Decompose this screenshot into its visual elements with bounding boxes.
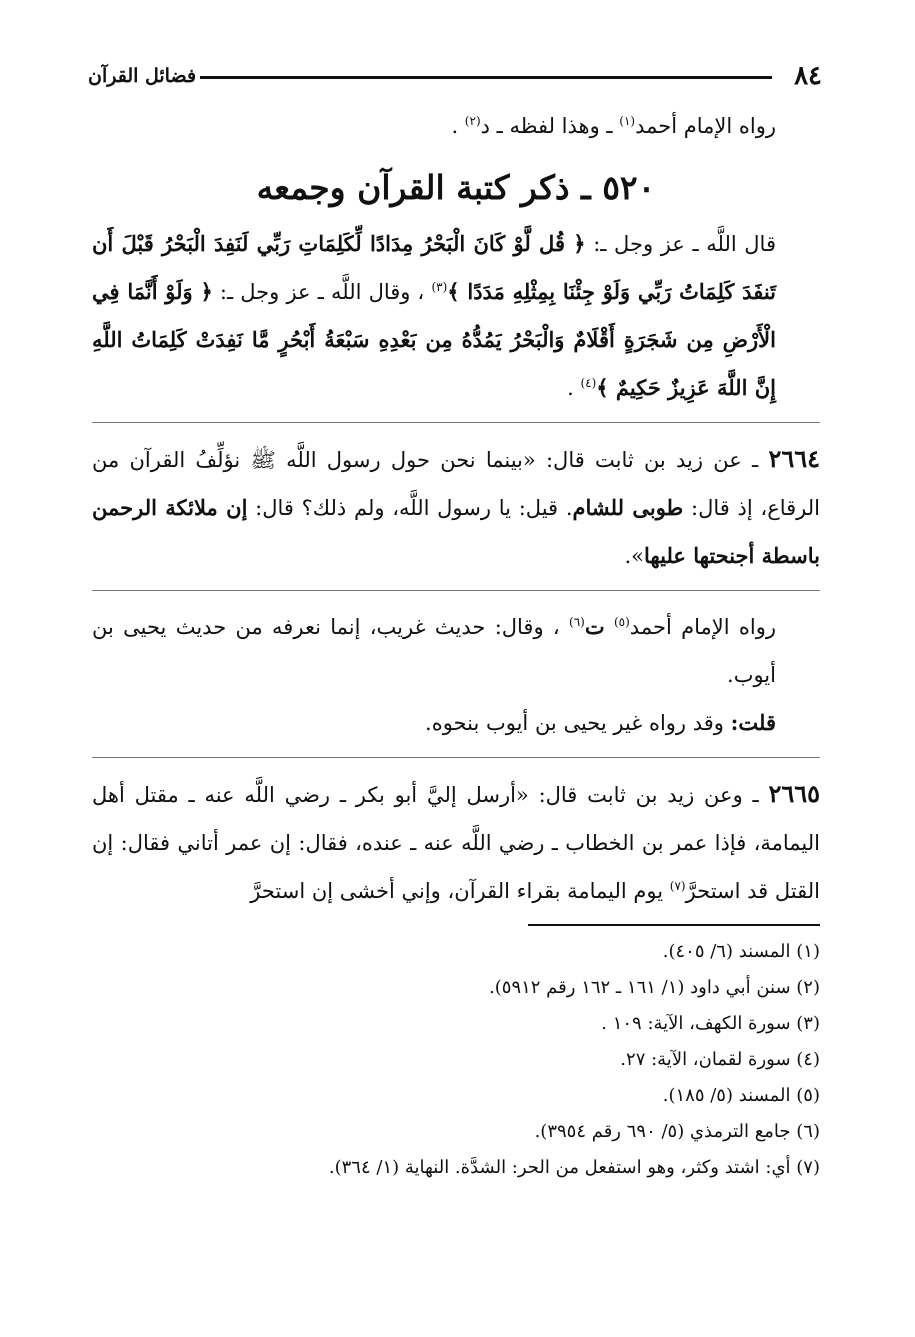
footnotes — [90, 934, 820, 1186]
hadith-2664-text-1: ـ عن زيد بن ثابت قال: «بينما نحن حول رسول اللَّه ﷺ نؤلِّفُ القرآن من الرقاع، إذ قال: — [92, 448, 820, 520]
section-separator — [92, 422, 820, 423]
section-separator — [92, 590, 820, 591]
book-title: فضائل القرآن — [88, 65, 197, 87]
hadith-2665 — [92, 770, 820, 915]
quran-verse-2: ﴿ وَلَوْ أَنَّمَا فِي الْأَرْضِ مِن شَجَرَةٍ أَقْلَامٌ وَالْبَحْرُ يَمُدُّهُ مِن بَعْدِهِ سَبْعَةُ أَبْحُرٍ مَّا نَفِدَتْ كَلِمَاتُ اللَّهِ إِنَّ اللَّهَ عَزِيزٌ حَكِيمٌ ﴾ — [92, 279, 776, 400]
hadith-2665-text-2: يوم اليمامة بقراء القرآن، وإني أخشى إن استحرَّ — [250, 879, 670, 903]
opening-mid: ـ وهذا لفظه ـ د — [480, 114, 620, 138]
intro-paragraph — [92, 220, 820, 412]
footnote-ref-2[interactable]: (٢) — [464, 114, 481, 128]
opening-text: رواه الإمام أحمد — [635, 114, 776, 138]
hadith-number-2665: ٢٦٦٥ — [768, 779, 820, 808]
page-header — [88, 56, 822, 96]
note-paragraph — [92, 699, 820, 747]
intro-mid: ، وقال اللَّه ـ عز وجل ـ: — [212, 280, 432, 304]
footnote-ref-1[interactable]: (١) — [619, 114, 636, 128]
footnote-2: (٢) سنن أبي داود (١/ ١٦١ ـ ١٦٢ رقم ٥٩١٢). — [489, 977, 820, 998]
narration-mid — [605, 615, 614, 639]
footnote-4: (٤) سورة لقمان، الآية: ٢٧. — [620, 1049, 820, 1070]
opening-paragraph — [92, 102, 820, 150]
header-rule — [200, 76, 772, 79]
footnote-ref-4[interactable]: (٤) — [580, 376, 597, 390]
footnote-ref-3[interactable]: (٣) — [431, 280, 448, 294]
footnote-1: (١) المسند (٦/ ٤٠٥). — [662, 941, 820, 962]
page-number: ٨٤ — [794, 61, 822, 91]
intro-end: . — [567, 376, 581, 400]
hadith-2664 — [92, 435, 820, 580]
hadith-2664-text-3: ». — [624, 544, 645, 568]
footnote-ref-6[interactable]: (٦) — [569, 615, 585, 629]
hadith-number-2664: ٢٦٦٤ — [768, 444, 820, 473]
opening-end: . — [451, 114, 465, 138]
hadith-2664-bold-2: إن ملائكة الرحمن باسطة أجنحتها عليها — [92, 495, 820, 568]
footnote-3: (٣) سورة الكهف، الآية: ١٠٩ . — [601, 1013, 820, 1034]
quran-verse-1: ﴿ قُل لَّوْ كَانَ الْبَحْرُ مِدَادًا لِّكَلِمَاتِ رَبِّي لَنَفِدَ الْبَحْرُ قَبْلَ أَن تَنفَدَ كَلِمَاتُ رَبِّي وَلَوْ جِئْنَا بِمِثْلِهِ مَدَدًا ﴾ — [92, 231, 776, 304]
narration-text-2: ، وقال: حديث غريب، إنما نعرفه من حديث يحيى بن أيوب. — [92, 615, 776, 687]
narration-source: ت — [584, 614, 605, 639]
footnote-ref-5[interactable]: (٥) — [613, 615, 630, 629]
intro-lead: قال اللَّه ـ عز وجل ـ: — [585, 232, 776, 256]
footnote-5: (٥) المسند (٥/ ١٨٥). — [662, 1085, 820, 1106]
hadith-2665-text-1: ـ وعن زيد بن ثابت قال: «أرسل إليَّ أبو بكر ـ رضي اللَّه عنه ـ مقتل أهل اليمامة، فإذا عمر بن الخطاب ـ رضي اللَّه عنه ـ عنده، فقال: إن عمر أتاني فقال: إن القتل قد استحرَّ — [92, 783, 820, 903]
footnote-ref-7[interactable]: (٧) — [669, 879, 686, 893]
main-text — [92, 102, 820, 915]
footnote-7: (٧) أي: اشتد وكثر، وهو استفعل من الحر: الشدَّة. النهاية (١/ ٣٦٤). — [328, 1157, 820, 1178]
hadith-2664-bold-1: طوبى للشام — [572, 495, 684, 520]
footnote-6: (٦) جامع الترمذي (٥/ ٦٩٠ رقم ٣٩٥٤). — [534, 1121, 820, 1142]
footnote-rule — [528, 924, 820, 926]
narration-2664 — [92, 603, 820, 699]
note-text: وقد رواه غير يحيى بن أيوب بنحوه. — [425, 711, 731, 735]
narration-text-1: رواه الإمام أحمد — [629, 615, 776, 639]
section-title: ٥٢٠ ـ ذكر كتبة القرآن وجمعه — [256, 168, 656, 207]
hadith-2664-text-2: . قيل: يا رسول اللَّه، ولم ذلك؟ قال: — [247, 496, 573, 520]
section-separator — [92, 757, 820, 758]
note-label: قلت: — [730, 710, 776, 735]
